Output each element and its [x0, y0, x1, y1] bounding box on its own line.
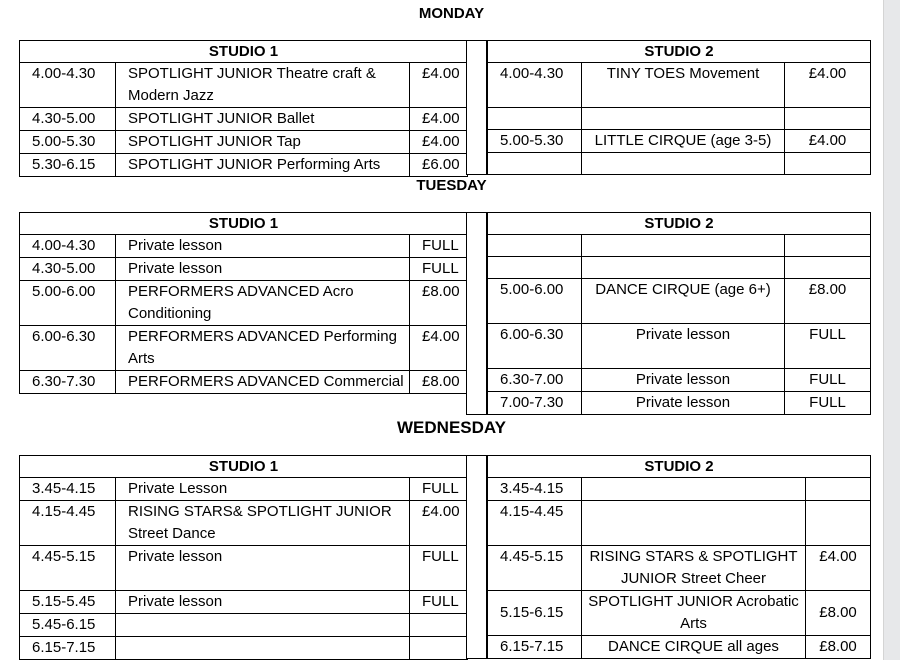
time-cell: 4.30-5.00 — [20, 258, 116, 281]
time-cell: 5.15-6.15 — [488, 591, 582, 636]
wednesday-studio1-table — [19, 455, 468, 660]
class-cell — [582, 235, 785, 257]
price-cell: FULL — [410, 235, 468, 258]
table-gap-column — [466, 40, 487, 175]
table-row — [488, 636, 871, 659]
table-row — [488, 279, 871, 324]
price-cell: £8.00 — [410, 371, 468, 394]
price-cell — [410, 614, 468, 637]
time-cell: 4.00-4.30 — [488, 63, 582, 108]
price-cell: FULL — [785, 369, 871, 392]
time-cell: 4.15-4.45 — [488, 501, 582, 546]
price-cell — [806, 478, 871, 501]
time-cell: 6.00-6.30 — [488, 324, 582, 369]
table-row — [488, 546, 871, 591]
class-cell — [582, 501, 806, 546]
class-cell: TINY TOES Movement — [582, 63, 785, 108]
price-cell: FULL — [410, 546, 468, 591]
time-cell: 4.15-4.45 — [20, 501, 116, 546]
time-cell: 5.30-6.15 — [20, 154, 116, 177]
class-cell — [582, 153, 785, 175]
price-cell: FULL — [410, 591, 468, 614]
price-cell: £4.00 — [410, 501, 468, 546]
time-cell: 5.00-5.30 — [20, 131, 116, 154]
table-row — [20, 154, 468, 177]
class-cell: Private lesson — [116, 235, 410, 258]
day-title-wednesday: WEDNESDAY — [397, 418, 506, 437]
class-cell: RISING STARS & SPOTLIGHT JUNIOR Street Cheer — [582, 546, 806, 591]
time-cell: 4.30-5.00 — [20, 108, 116, 131]
table-row — [488, 108, 871, 130]
table-row — [488, 257, 871, 279]
day-title-tuesday: TUESDAY — [416, 177, 487, 194]
time-cell — [488, 257, 582, 279]
class-cell — [116, 637, 410, 660]
price-cell — [806, 501, 871, 546]
price-cell: £4.00 — [785, 63, 871, 108]
table-row — [20, 501, 468, 546]
class-cell: Private lesson — [582, 392, 785, 415]
price-cell: £6.00 — [410, 154, 468, 177]
class-cell: SPOTLIGHT JUNIOR Tap — [116, 131, 410, 154]
studio2-header: STUDIO 2 — [488, 456, 871, 478]
price-cell: £4.00 — [806, 546, 871, 591]
price-cell: £4.00 — [410, 108, 468, 131]
table-row — [20, 235, 468, 258]
price-cell: FULL — [785, 324, 871, 369]
time-cell: 6.15-7.15 — [488, 636, 582, 659]
time-cell: 3.45-4.15 — [488, 478, 582, 501]
table-row — [20, 371, 468, 394]
price-cell: £4.00 — [785, 130, 871, 153]
table-row — [20, 614, 468, 637]
time-cell: 6.30-7.30 — [20, 371, 116, 394]
class-cell — [582, 108, 785, 130]
class-cell: SPOTLIGHT JUNIOR Theatre craft & Modern Jazz — [116, 63, 410, 108]
time-cell — [488, 235, 582, 257]
table-row — [488, 501, 871, 546]
class-cell: Private lesson — [116, 591, 410, 614]
time-cell: 6.00-6.30 — [20, 326, 116, 371]
time-cell: 7.00-7.30 — [488, 392, 582, 415]
table-row — [488, 63, 871, 108]
time-cell: 3.45-4.15 — [20, 478, 116, 501]
monday-studio1-table — [19, 40, 468, 177]
time-cell: 5.15-5.45 — [20, 591, 116, 614]
class-cell — [582, 478, 806, 501]
time-cell: 4.45-5.15 — [488, 546, 582, 591]
table-row — [20, 546, 468, 591]
class-cell: Private lesson — [582, 324, 785, 369]
class-cell: Private lesson — [116, 546, 410, 591]
table-row — [488, 235, 871, 257]
price-cell: £4.00 — [410, 63, 468, 108]
table-row — [20, 478, 468, 501]
time-cell: 6.30-7.00 — [488, 369, 582, 392]
class-cell: SPOTLIGHT JUNIOR Performing Arts — [116, 154, 410, 177]
table-row — [488, 369, 871, 392]
price-cell: FULL — [410, 478, 468, 501]
class-cell: LITTLE CIRQUE (age 3-5) — [582, 130, 785, 153]
class-cell — [116, 614, 410, 637]
studio1-header: STUDIO 1 — [20, 213, 468, 235]
table-gap-column — [466, 455, 487, 659]
studio2-header: STUDIO 2 — [488, 41, 871, 63]
day-title-monday: MONDAY — [418, 5, 485, 22]
table-row — [20, 131, 468, 154]
monday-studio2-table — [487, 40, 871, 175]
wednesday-studio2-table — [487, 455, 871, 659]
table-row — [488, 324, 871, 369]
class-cell: Private lesson — [116, 258, 410, 281]
time-cell: 5.00-6.00 — [488, 279, 582, 324]
table-row — [20, 63, 468, 108]
class-cell: RISING STARS& SPOTLIGHT JUNIOR Street Dance — [116, 501, 410, 546]
time-cell: 4.45-5.15 — [20, 546, 116, 591]
price-cell: £8.00 — [410, 281, 468, 326]
table-row — [20, 326, 468, 371]
table-row — [488, 591, 871, 636]
tuesday-studio2-table — [487, 212, 871, 415]
time-cell: 6.15-7.15 — [20, 637, 116, 660]
price-cell — [785, 257, 871, 279]
price-cell: £8.00 — [785, 279, 871, 324]
table-row — [488, 478, 871, 501]
price-cell — [785, 235, 871, 257]
class-cell: PERFORMERS ADVANCED Acro Conditioning — [116, 281, 410, 326]
vertical-scrollbar[interactable] — [883, 0, 900, 660]
price-cell: £8.00 — [806, 636, 871, 659]
table-row — [20, 637, 468, 660]
class-cell — [582, 257, 785, 279]
price-cell — [410, 637, 468, 660]
class-cell: DANCE CIRQUE (age 6+) — [582, 279, 785, 324]
price-cell: FULL — [785, 392, 871, 415]
price-cell: £4.00 — [410, 326, 468, 371]
price-cell — [785, 108, 871, 130]
class-cell: PERFORMERS ADVANCED Commercial — [116, 371, 410, 394]
class-cell: SPOTLIGHT JUNIOR Ballet — [116, 108, 410, 131]
class-cell: DANCE CIRQUE all ages — [582, 636, 806, 659]
time-cell: 5.00-6.00 — [20, 281, 116, 326]
studio1-header: STUDIO 1 — [20, 456, 468, 478]
time-cell: 4.00-4.30 — [20, 235, 116, 258]
table-row — [20, 591, 468, 614]
tuesday-studio1-table — [19, 212, 468, 394]
time-cell: 5.00-5.30 — [488, 130, 582, 153]
price-cell: £4.00 — [410, 131, 468, 154]
table-row — [488, 130, 871, 153]
table-row — [20, 258, 468, 281]
class-cell: PERFORMERS ADVANCED Performing Arts — [116, 326, 410, 371]
studio1-header: STUDIO 1 — [20, 41, 468, 63]
time-cell — [488, 153, 582, 175]
class-cell: Private lesson — [582, 369, 785, 392]
time-cell: 4.00-4.30 — [20, 63, 116, 108]
table-row — [488, 392, 871, 415]
price-cell: £8.00 — [806, 591, 871, 636]
table-row — [20, 108, 468, 131]
table-row — [488, 153, 871, 175]
price-cell: FULL — [410, 258, 468, 281]
price-cell — [785, 153, 871, 175]
time-cell — [488, 108, 582, 130]
table-row — [20, 281, 468, 326]
studio2-header: STUDIO 2 — [488, 213, 871, 235]
time-cell: 5.45-6.15 — [20, 614, 116, 637]
class-cell: SPOTLIGHT JUNIOR Acrobatic Arts — [582, 591, 806, 636]
class-cell: Private Lesson — [116, 478, 410, 501]
table-gap-column — [466, 212, 487, 415]
